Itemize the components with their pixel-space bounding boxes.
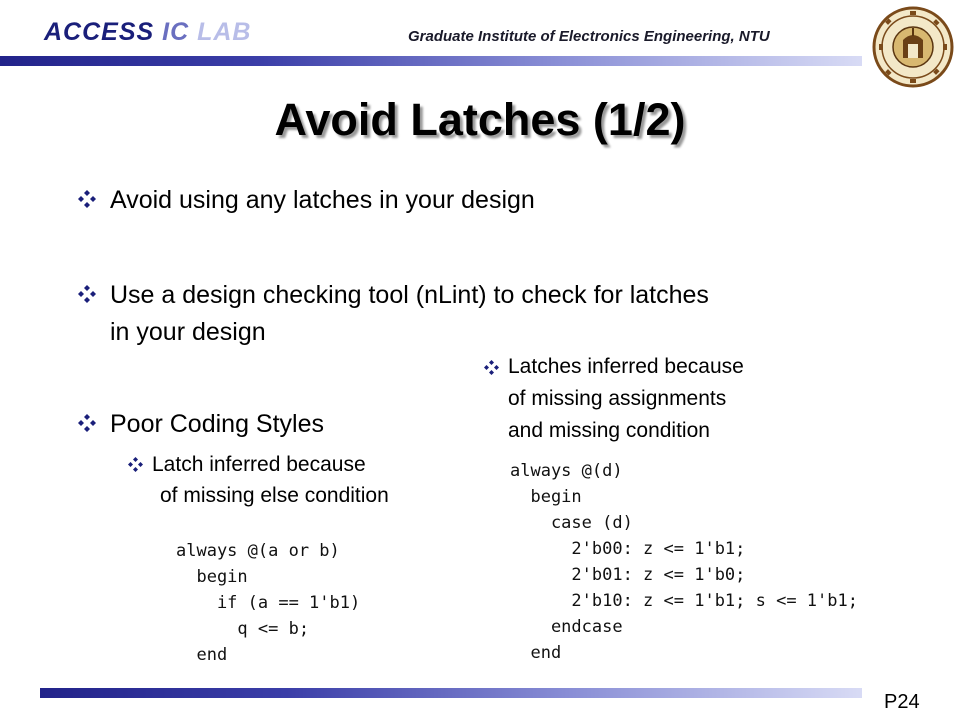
code-line: begin (176, 567, 248, 587)
code-line: 2'b10: z <= 1'b1; s <= 1'b1; (510, 591, 858, 611)
sub-bullet-left-line2: of missing else condition (160, 484, 389, 507)
bullet-text: Avoid using any latches in your design (110, 186, 535, 214)
sub-bullet-right-line3: and missing condition (508, 419, 710, 442)
bullet-text: Poor Coding Styles (110, 410, 325, 438)
university-seal-icon (872, 6, 954, 88)
header-divider (0, 56, 862, 66)
code-line: if (a == 1'b1) (176, 593, 361, 613)
code-line: 2'b00: z <= 1'b1; (510, 539, 746, 559)
code-block-left (176, 538, 360, 668)
bullet-icon (78, 414, 96, 437)
four-diamond-bullet-icon (78, 414, 96, 432)
sub-bullet-left-line1: Latch inferred because (152, 453, 366, 476)
code-line: q <= b; (176, 619, 310, 639)
four-diamond-bullet-icon (484, 360, 499, 375)
sub-bullet-right-line1: Latches inferred because (508, 355, 744, 378)
page-number: P24 (884, 691, 920, 713)
code-block-right (510, 458, 858, 666)
code-line: always @(d) (510, 461, 623, 481)
code-line: always @(a or b) (176, 541, 340, 561)
code-line: endcase (510, 617, 623, 637)
four-diamond-bullet-icon (128, 457, 143, 472)
code-line: begin (510, 487, 582, 507)
footer-divider (40, 688, 862, 698)
sub-bullet-right-line2: of missing assignments (508, 387, 727, 410)
institute-name: Graduate Institute of Electronics Engineering, NTU (408, 28, 770, 45)
slide-title: Avoid Latches (1/2) (274, 94, 686, 145)
lab-title-part2: IC (162, 18, 190, 46)
lab-title-part3: LAB (197, 18, 252, 46)
code-line: end (510, 643, 562, 663)
code-line: case (d) (510, 513, 633, 533)
bullet-text-line2: in your design (110, 318, 266, 346)
bullet-icon (78, 285, 96, 308)
sub-bullet-icon (128, 457, 143, 477)
sub-bullet-icon (484, 360, 499, 380)
code-line: end (176, 645, 228, 665)
bullet-icon (78, 190, 96, 213)
lab-title (44, 18, 251, 47)
bullet-text-line1: Use a design checking tool (nLint) to check for latches (110, 281, 709, 309)
code-line: 2'b01: z <= 1'b0; (510, 565, 746, 585)
lab-title-part1: ACCESS (44, 18, 155, 46)
four-diamond-bullet-icon (78, 285, 96, 303)
four-diamond-bullet-icon (78, 190, 96, 208)
